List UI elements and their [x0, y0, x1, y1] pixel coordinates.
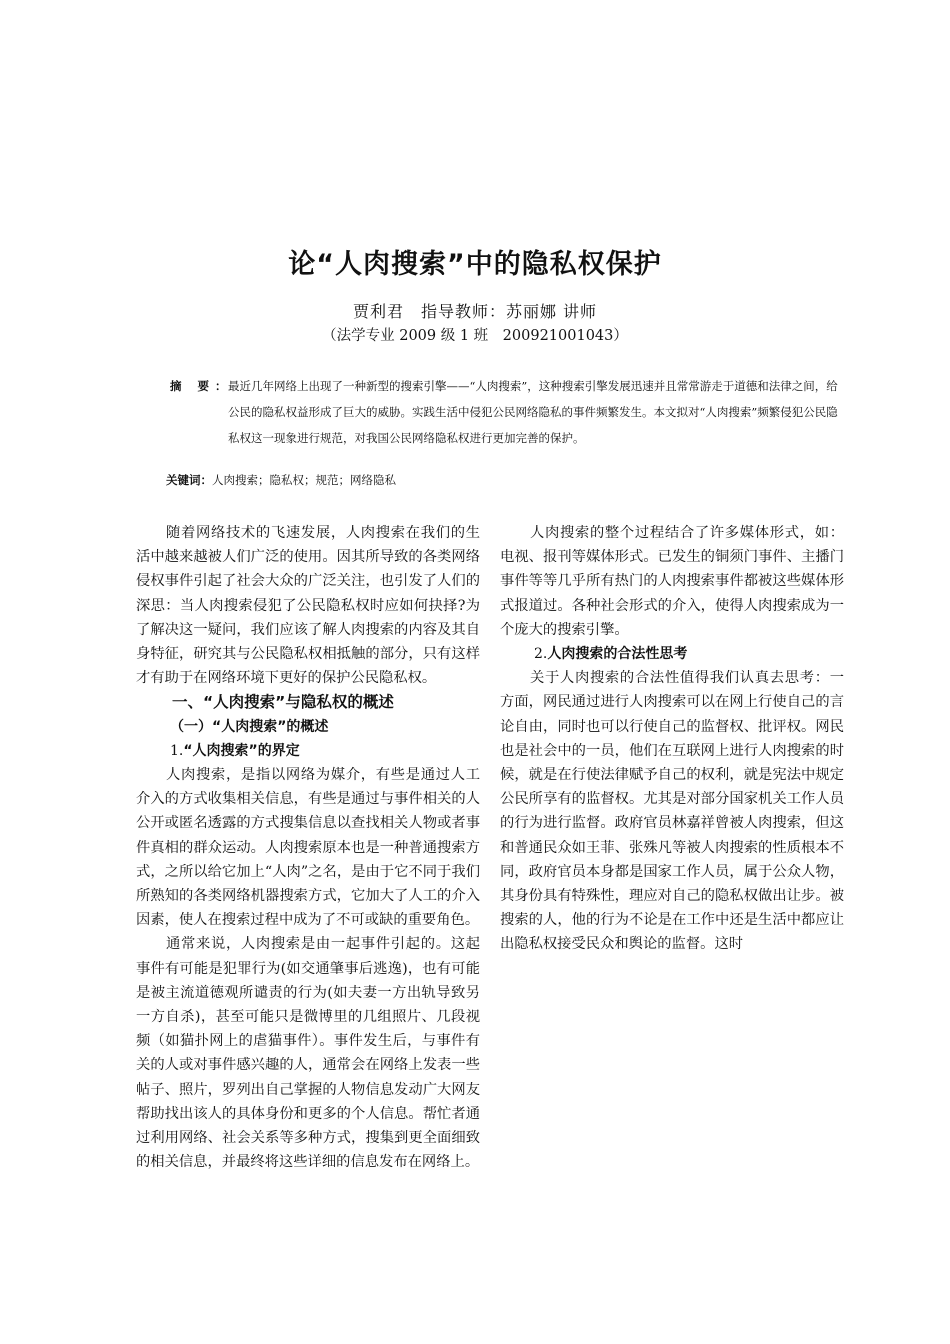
paragraph-definition: 人肉搜索，是指以网络为媒介，有些是通过人工介入的方式收集相关信息，有些是通过与事件相关的人公开或匿名透露的方式搜集信息以查找相关人物或者事件真相的群众运动。人肉搜索原本也是一种普通搜索方式，之所以给它加上“人肉”之名，是由于它不同于我们所熟知的各类网络机器搜索方式，它加大了人工的介入因素，使人在搜索过程中成为了不可或缺的重要角色。	[136, 767, 480, 929]
keywords-text: 人肉搜索；隐私权；规范；网络隐私	[212, 473, 396, 487]
subsection-heading-1: （一）“人肉搜索”的概述	[170, 718, 329, 735]
paragraph-process: 通常来说，人肉搜索是由一起事件引起的。这起事件有可能是犯罪行为(如交通肇事后逃逸)，也有可能是被主流道德观所谴责的行为(如夫妻一方出轨导致另一方自杀)，甚至可能只是微博里的几组照片、几段视频（如猫扑网上的虐猫事件）。事件发生后，与事件有关的人或对事件感兴趣的人，通常会在网络上发表一些帖子、照片，罗列出自己掌握的人物信息发动广大网友帮助找出该人的具体身份和更多的个人信息。帮忙者通过利用网络、社会关系等多种方式，搜集到更全面细致的相关信息，并最终将这些详细的信息发布在网络上。	[136, 936, 480, 1171]
paper-title: 论“人肉搜索”中的隐私权保护	[288, 249, 662, 280]
heading-text: “人肉搜索”的界定	[183, 742, 300, 759]
keywords	[166, 472, 846, 488]
subsubsection-heading-2	[534, 642, 844, 666]
subsubsection-heading-1	[170, 739, 480, 763]
section-heading-1: 一、“人肉搜索”与隐私权的概述	[172, 693, 394, 712]
author-line: 贾利君 指导教师：苏丽娜 讲师	[352, 302, 598, 321]
abstract	[170, 373, 842, 451]
abstract-label: 摘 要：	[170, 379, 233, 393]
paragraph-legality: 关于人肉搜索的合法性值得我们认真去思考：一方面，网民通过进行人肉搜索可以在网上行使自己的言论自由，同时也可以行使自己的监督权、批评权。网民也是社会中的一员，他们在互联网上进行人肉搜索的时候，就是在行使法律赋予自己的权利，就是宪法中规定公民所享有的监督权。尤其是对部分国家机关工作人员的行为进行监督。政府官员林嘉祥曾被人肉搜索，但这和普通民众如王菲、张殊凡等被人肉搜索的性质根本不同，政府官员本身都是国家工作人员，属于公众人物，其身份具有特殊性，理应对自己的隐私权做出让步。被搜索的人，他的行为不论是在工作中还是生活中都应让出隐私权接受民众和舆论的监督。这时	[500, 670, 844, 953]
keywords-label: 关键词：	[166, 473, 212, 487]
intro-paragraph: 随着网络技术的飞速发展，人肉搜索在我们的生活中越来越被人们广泛的使用。因其所导致的各类网络侵权事件引起了社会大众的广泛关注，也引发了人们的深思：当人肉搜索侵犯了公民隐私权时应如何抉择?为了解决这一疑问，我们应该了解人肉搜索的内容及其自身特征，研究其与公民隐私权相抵触的部分，只有这样才有助于在网络环境下更好的保护公民隐私权。	[136, 525, 480, 687]
paragraph-media: 人肉搜索的整个过程结合了许多媒体形式，如：电视、报刊等媒体形式。已发生的铜须门事件、主播门事件等等几乎所有热门的人肉搜索事件都被这些媒体形式报道过。各种社会形式的介入，使得人肉搜索成为一个庞大的搜索引擎。	[500, 525, 844, 638]
affiliation: （法学专业 2009 级 1 班 200921001043）	[322, 328, 628, 344]
heading-number: 1.	[170, 742, 184, 759]
heading-number: 2.	[534, 646, 548, 663]
abstract-text: 最近几年网络上出现了一种新型的搜索引擎——“人肉搜索”，这种搜索引擎发展迅速并且常常游走于道德和法律之间，给公民的隐私权益形成了巨大的威胁。实践生活中侵犯公民网络隐私的事件频繁发生。本文拟对“人肉搜索”频繁侵犯公民隐私权这一现象进行规范，对我国公民网络隐私权进行更加完善的保护。	[228, 379, 838, 445]
body-column-right	[500, 521, 844, 957]
heading-text: 人肉搜索的合法性思考	[547, 646, 688, 663]
body-column-left	[136, 521, 480, 1174]
